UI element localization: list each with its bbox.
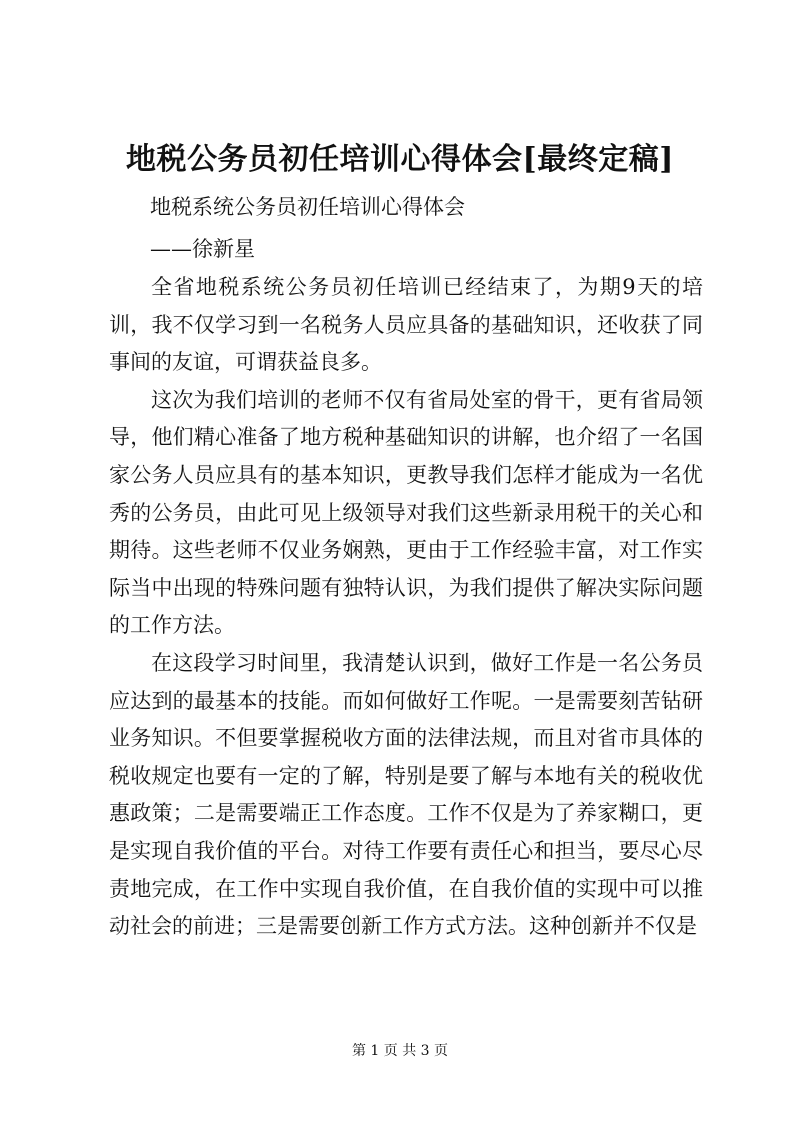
document-subtitle: 地税系统公务员初任培训心得体会 — [150, 195, 465, 219]
paragraph-3: 在这段学习时间里，我清楚认识到，做好工作是一名公务员应达到的最基本的技能。而如何做好工作呢。一是需要刻苦钻研业务知识。不但要掌握税收方面的法律法规，而且对省市具体的税收规定也要有一定的了解，特别是要了解与本地有关的税收优惠政策；二是需要端正工作态度。工作不仅是为了养家糊口，更是实现自我价值的平台。对待工作要有责任心和担当，要尽心尽责地完成，在工作中实现自我价值，在自我价值的实现中可以推动社会的前进；三是需要创新工作方式方法。这种创新并不仅是 — [109, 650, 703, 939]
paragraph-1: 全省地税系统公务员初任培训已经结束了，为期9天的培训，我不仅学习到一名税务人员应具备的基础知识，还收获了同事间的友谊，可谓获益良多。 — [109, 275, 703, 375]
paragraph-2: 这次为我们培训的老师不仅有省局处室的骨干，更有省局领导，他们精心准备了地方税种基础知识的讲解，也介绍了一名国家公务人员应具有的基本知识，更教导我们怎样才能成为一名优秀的公务员，由此可见上级领导对我们这些新录用税干的关心和期待。这些老师不仅业务娴熟，更由于工作经验丰富，对工作实际当中出现的特殊问题有独特认识，为我们提供了解决实际问题的工作方法。 — [109, 387, 703, 638]
page-number-footer: 第 1 页 共 3 页 — [351, 1043, 449, 1059]
document-body — [109, 269, 703, 946]
document-title: 地税公务员初任培训心得体会[最终定稿] — [126, 142, 674, 177]
document-author: ——徐新星 — [150, 237, 255, 261]
